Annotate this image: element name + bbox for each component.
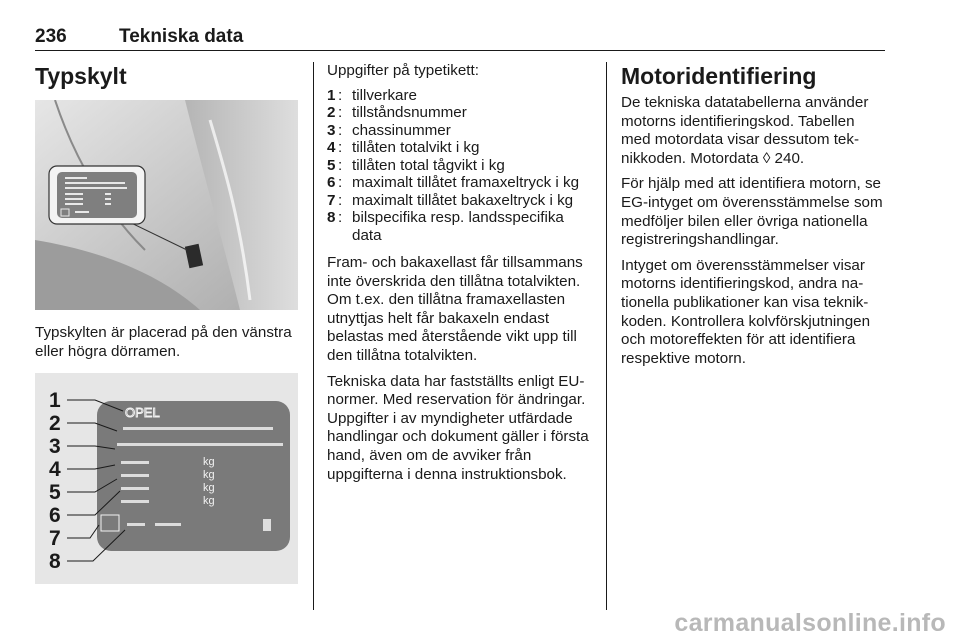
right-column [621, 62, 887, 375]
item-colon: : [338, 209, 343, 227]
list-item [327, 157, 592, 175]
callout-1: 1 [49, 389, 61, 413]
body-paragraph: För hjälp med att identifiera motorn, se EG-intyget om överensstämmelse som medföljer bilen eller övriga nationella registreringshandlingar. [621, 175, 883, 249]
item-text: maximalt tillåtet bakaxeltryck i kg [352, 191, 574, 209]
item-colon: : [338, 174, 343, 192]
body-paragraph: De tekniska datatabellerna använder motorns identifieringskod. Tabellen med motordata visar dessutom teknikkoden. Motordata ◊ 240. [621, 94, 869, 167]
item-text: chassinummer [352, 121, 451, 139]
item-colon: : [338, 86, 343, 104]
list-item [327, 192, 592, 210]
item-number: 8 [327, 209, 336, 227]
item-colon: : [338, 104, 343, 122]
callout-7: 7 [49, 527, 61, 551]
callout-6: 6 [49, 504, 61, 528]
list-item [327, 87, 592, 105]
item-colon: : [338, 121, 343, 139]
item-text: bilspecifika resp. landsspecifika data [352, 209, 564, 244]
item-number: 4 [327, 139, 336, 157]
photo-caption: Typskylten är placerad på den vänstra eller högra dörramen. [35, 324, 292, 360]
item-number: 7 [327, 191, 336, 209]
item-number: 1 [327, 86, 336, 104]
list-item [327, 209, 592, 244]
callout-2: 2 [49, 412, 61, 436]
plate-line-opel: OPEL [125, 405, 160, 421]
item-colon: : [338, 191, 343, 209]
section-heading: Motoridentifiering [621, 63, 817, 89]
callout-8: 8 [49, 550, 61, 574]
page-number: 236 [35, 26, 67, 47]
body-paragraph: Fram- och bakaxellast får tillsammans inte överskrida den tillåtna totalvikten. Om t.ex. den tillåtna framaxellasten utnyttjas helt får bakaxeln endast belastas med återstående vikt upp till den tillåtna totalvikten. [327, 254, 583, 365]
door-frame-illustration [35, 100, 298, 310]
middle-column [327, 62, 592, 491]
plate-legend-list [327, 87, 592, 245]
door-frame-photo [35, 100, 298, 310]
item-text: maximalt tillåtet framaxeltryck i kg [352, 174, 580, 192]
item-number: 6 [327, 174, 336, 192]
callout-5: 5 [49, 481, 61, 505]
item-number: 3 [327, 121, 336, 139]
item-text: tillåten total tågvikt i kg [352, 156, 505, 174]
item-colon: : [338, 156, 343, 174]
list-item [327, 174, 592, 192]
left-column [35, 62, 300, 584]
column-divider [313, 62, 314, 610]
item-text: tillåten totalvikt i kg [352, 139, 480, 157]
item-text: tillverkare [352, 86, 417, 104]
chapter-title: Tekniska data [119, 26, 244, 47]
item-text: tillståndsnummer [352, 104, 467, 122]
list-item [327, 122, 592, 140]
section-heading: Typskylt [35, 63, 127, 89]
plate-kg-1: kg [203, 456, 215, 469]
plate-kg-2: kg [203, 469, 215, 482]
item-number: 2 [327, 104, 336, 122]
site-watermark: carmanualsonline.info [674, 609, 946, 637]
item-number: 5 [327, 156, 336, 174]
plate-kg-4: kg [203, 495, 215, 508]
list-intro: Uppgifter på typetikett: [327, 62, 479, 79]
column-divider [606, 62, 607, 610]
type-plate-illustration [35, 373, 298, 584]
callout-4: 4 [49, 458, 61, 482]
page-header [35, 26, 885, 50]
plate-kg-3: kg [203, 482, 215, 495]
header-rule [35, 50, 885, 51]
list-item [327, 104, 592, 122]
item-colon: : [338, 139, 343, 157]
list-item [327, 139, 592, 157]
type-plate-diagram [35, 373, 298, 584]
body-paragraph: Intyget om överensstämmelser visar motorns identifieringskod, andra nationella publikationer kan visa teknikkoden. Kontrollera kolvförskjutningen och motoreffekten för att identifiera respektive motorn. [621, 256, 871, 367]
callout-3: 3 [49, 435, 61, 459]
body-paragraph: Tekniska data har fastställts enligt EU-normer. Med reservation för ändringar. Uppgifter i av myndigheter utfärdade handlingar och dokument gäller i första hand, även om de avviker från uppgifterna i denna instruktionsbok. [327, 372, 589, 483]
